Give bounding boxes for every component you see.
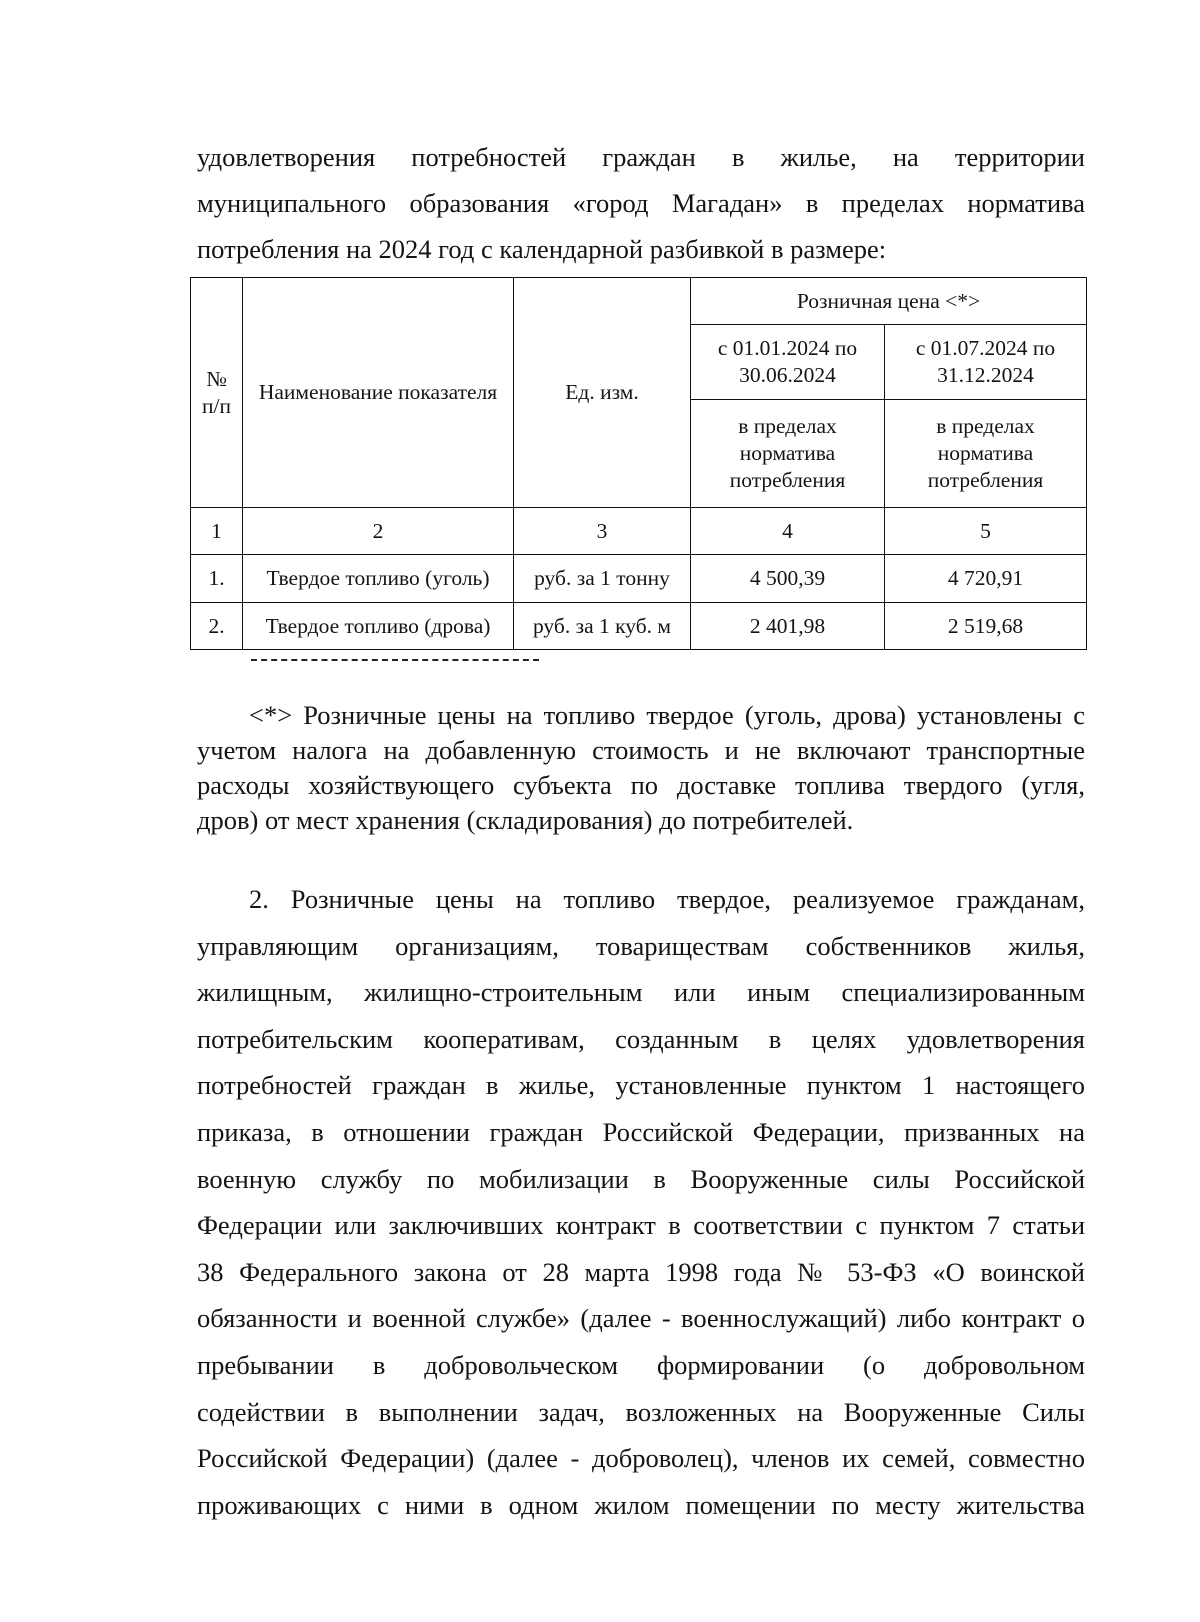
text-line: Российской Федерации) (далее - доброволец), членов их семей, совместно <box>197 1443 1085 1474</box>
header-retail-price: Розничная цена <*> <box>691 278 1087 325</box>
header-norm-1: в пределах норматива потребления <box>691 400 885 508</box>
row-price-period-1: 4 500,39 <box>691 555 885 603</box>
text-line: <*> Розничные цены на топливо твердое (уголь, дрова) установлены с <box>249 700 1085 730</box>
column-number: 4 <box>691 508 885 555</box>
text-line: дров) от мест хранения (складирования) до потребителей. <box>197 805 854 835</box>
row-price-period-1: 2 401,98 <box>691 603 885 650</box>
text-line: 38 Федерального закона от 28 марта 1998 года № 53-ФЗ «О воинской <box>197 1256 1085 1287</box>
header-unit: Ед. изм. <box>514 278 691 508</box>
header-period-2: с 01.07.2024 по 31.12.2024 <box>885 325 1087 400</box>
text-line: муниципального образования «город Магадан» в пределах норматива <box>197 188 1085 218</box>
text-line: содействии в выполнении задач, возложенных на Вооруженные Силы <box>197 1396 1085 1427</box>
footnote-divider <box>251 659 539 661</box>
text-line: проживающих с ними в одном жилом помещении по месту жительства <box>197 1489 1085 1520</box>
text-line: управляющим организациям, товариществам собственников жилья, <box>197 930 1085 961</box>
row-unit: руб. за 1 куб. м <box>514 603 691 650</box>
text-line: пребывании в добровольческом формировании (о добровольном <box>197 1349 1085 1380</box>
clause-2-paragraph <box>197 876 1085 1528</box>
column-number: 1 <box>191 508 243 555</box>
text-line: жилищным, жилищно-строительным или иным специализированным <box>197 977 1085 1008</box>
footnote-paragraph <box>197 698 1085 838</box>
text-line: потребления на 2024 год с календарной разбивкой в размере: <box>197 234 887 264</box>
text-line: удовлетворения потребностей граждан в жилье, на территории <box>197 142 1085 172</box>
text-line: потребительским кооперативам, созданным в целях удовлетворения <box>197 1023 1085 1054</box>
header-period-1: с 01.01.2024 по 30.06.2024 <box>691 325 885 400</box>
row-num: 1. <box>191 555 243 603</box>
retail-price-table <box>190 277 1087 650</box>
header-norm-2: в пределах норматива потребления <box>885 400 1087 508</box>
text-line: Федерации или заключивших контракт в соответствии с пунктом 7 статьи <box>197 1210 1085 1241</box>
header-num: № п/п <box>191 278 243 508</box>
intro-paragraph <box>197 134 1085 272</box>
row-unit: руб. за 1 тонну <box>514 555 691 603</box>
text-line: расходы хозяйствующего субъекта по доставке топлива твердого (угля, <box>197 770 1085 800</box>
text-line: потребностей граждан в жилье, установленные пунктом 1 настоящего <box>197 1070 1085 1101</box>
row-num: 2. <box>191 603 243 650</box>
table-row <box>191 555 1087 603</box>
column-number-row <box>191 508 1087 555</box>
header-name: Наименование показателя <box>243 278 514 508</box>
column-number: 3 <box>514 508 691 555</box>
text-line: обязанности и военной службе» (далее - военнослужащий) либо контракт о <box>197 1303 1085 1334</box>
row-name: Твердое топливо (уголь) <box>243 555 514 603</box>
text-line: учетом налога на добавленную стоимость и не включают транспортные <box>197 735 1085 765</box>
text-line: 2. Розничные цены на топливо твердое, реализуемое гражданам, <box>249 884 1085 914</box>
row-name: Твердое топливо (дрова) <box>243 603 514 650</box>
column-number: 5 <box>885 508 1087 555</box>
row-price-period-2: 2 519,68 <box>885 603 1087 650</box>
column-number: 2 <box>243 508 514 555</box>
row-price-period-2: 4 720,91 <box>885 555 1087 603</box>
text-line: военную службу по мобилизации в Вооруженные силы Российской <box>197 1163 1085 1194</box>
table-row <box>191 603 1087 650</box>
text-line: приказа, в отношении граждан Российской Федерации, призванных на <box>197 1116 1085 1147</box>
